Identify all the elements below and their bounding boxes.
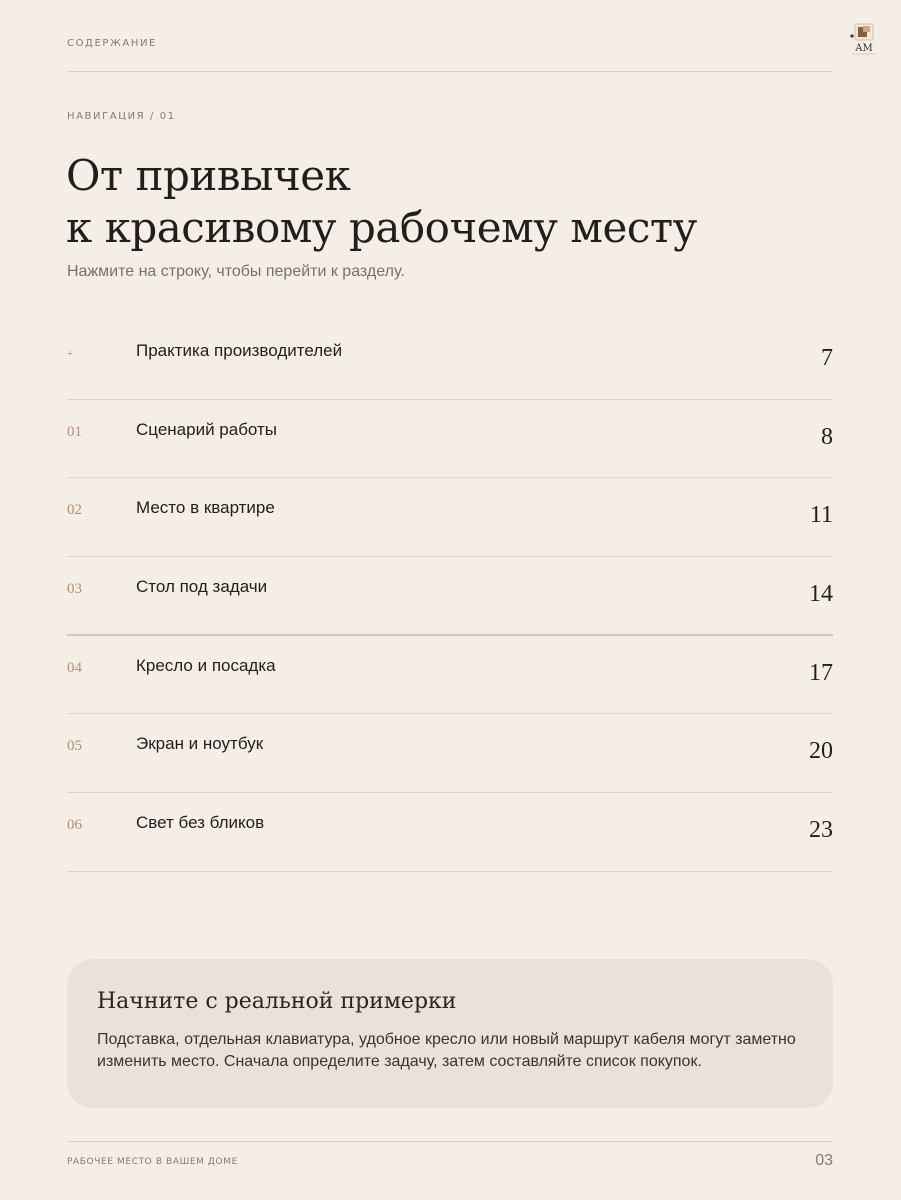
callout-title: Начните с реальной примерки bbox=[97, 989, 457, 1014]
toc-label: Экран и ноутбук bbox=[136, 734, 264, 754]
toc-page-number: 14 bbox=[809, 581, 833, 608]
toc-label: Свет без бликов bbox=[136, 813, 265, 833]
logo-lettering: AM bbox=[855, 43, 873, 54]
toc-row-practice[interactable] bbox=[67, 321, 833, 400]
toc-number: 01 bbox=[67, 423, 82, 440]
toc-row-desk[interactable] bbox=[67, 557, 833, 636]
toc-label: Место в квартире bbox=[136, 498, 275, 518]
toc-row-screen[interactable] bbox=[67, 714, 833, 793]
toc-row-scenario[interactable] bbox=[67, 400, 833, 479]
toc-page-number: 8 bbox=[821, 423, 833, 450]
page-subtitle: Нажмите на строку, чтобы перейти к разделу. bbox=[67, 263, 405, 280]
brand-logo bbox=[846, 22, 882, 58]
toc-number: 02 bbox=[67, 502, 82, 519]
toc-page-number: 11 bbox=[809, 502, 833, 529]
toc-number: + bbox=[67, 348, 74, 360]
eyebrow: НАВИГАЦИЯ / 01 bbox=[67, 111, 176, 122]
footer-label: РАБОЧЕЕ МЕСТО В ВАШЕМ ДОМЕ bbox=[67, 1157, 238, 1167]
toc-label: Стол под задачи bbox=[136, 577, 268, 597]
toc-number: 06 bbox=[67, 817, 82, 834]
page-title-line-2: к красивому рабочему месту bbox=[66, 203, 697, 252]
toc-page-number: 7 bbox=[821, 345, 833, 371]
toc-number: 04 bbox=[67, 659, 82, 676]
toc-page-number: 23 bbox=[809, 817, 833, 844]
toc-number: 05 bbox=[67, 738, 82, 755]
page-title bbox=[66, 150, 846, 254]
toc-row-light[interactable] bbox=[67, 793, 833, 872]
toc-number: 03 bbox=[67, 581, 82, 598]
section-label: СОДЕРЖАНИЕ bbox=[67, 38, 157, 49]
toc-label: Кресло и посадка bbox=[136, 655, 276, 675]
toc-page-number: 20 bbox=[809, 738, 833, 765]
table-of-contents bbox=[67, 321, 833, 872]
header-divider bbox=[67, 71, 833, 72]
page-title-line-1: От привычек bbox=[66, 151, 351, 200]
toc-label: Практика производителей bbox=[136, 341, 343, 360]
toc-row-chair[interactable] bbox=[67, 636, 833, 715]
toc-row-apartment[interactable] bbox=[67, 478, 833, 557]
footer-divider bbox=[67, 1141, 833, 1142]
toc-label: Сценарий работы bbox=[136, 419, 278, 439]
callout-card bbox=[67, 959, 833, 1108]
callout-text: Подставка, отдельная клавиатура, удобное кресло или новый маршрут кабеля могут заметно изменить место. Сначала определите задачу, затем составляйте список покупок. bbox=[97, 1031, 796, 1070]
footer-page-number: 03 bbox=[815, 1152, 833, 1169]
toc-page-number: 17 bbox=[809, 659, 833, 686]
